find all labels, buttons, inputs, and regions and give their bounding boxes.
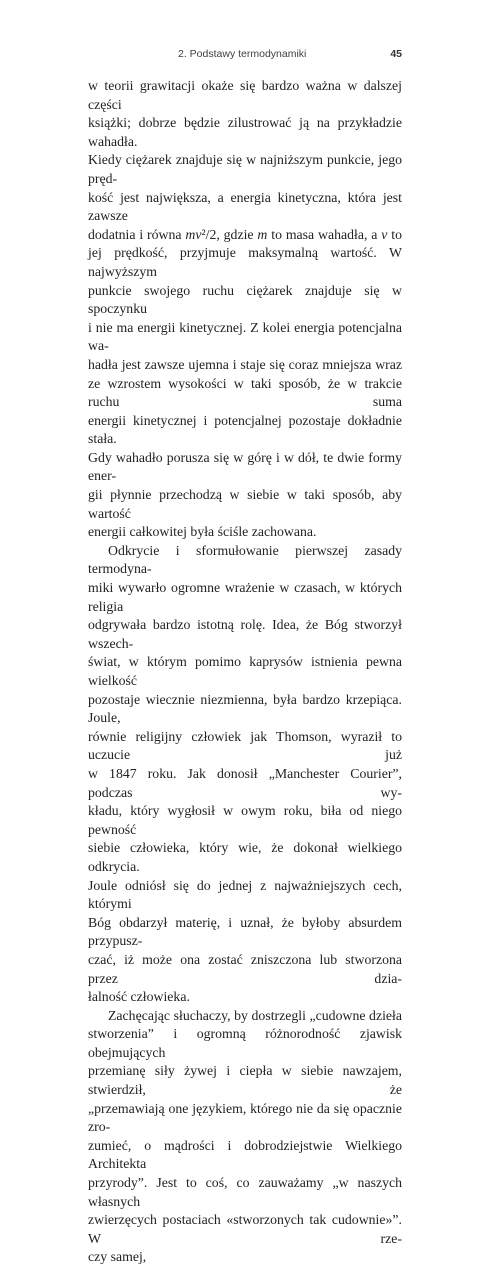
text-line: odgrywała bardzo istotną rolę. Idea, że Bóg stworzył wszech- <box>88 617 402 651</box>
math-variable: m <box>257 226 268 242</box>
text-line: ze wzrostem wysokości w taki sposób, że w trakcie ruchu suma <box>88 375 402 410</box>
text-line: Bóg obdarzył materię, i uznał, że byłoby absurdem przypusz- <box>88 914 402 949</box>
text-line: kładu, który wygłosił w owym roku, biła od niego pewność <box>88 803 402 837</box>
text-line: Odkrycie i sformułowanie pierwszej zasady termodyna- <box>88 542 402 577</box>
text-line: pozostaje wiecznie niezmienna, była bardzo krzepiąca. Joule, <box>88 691 402 726</box>
section-title: 2. Podstawy termodynamiki <box>178 48 307 60</box>
text-line: energii kinetycznej i potencjalnej pozostaje dokładnie stała. <box>88 412 402 447</box>
text-line <box>88 226 402 245</box>
text-line: czać, iż może ona zostać zniszczona lub stworzona przez dzia- <box>88 951 402 986</box>
paragraph <box>88 1007 402 1267</box>
text-line: Joule odniósł się do jednej z najważniejszych cech, którymi <box>88 877 402 912</box>
text-line: zwierzęcych postaciach «stworzonych tak cudownie»”. W rze- <box>88 1212 402 1246</box>
text-line: Kiedy ciężarek znajduje się w najniższym punkcie, jego pręd- <box>88 152 402 186</box>
running-head <box>88 48 402 64</box>
text-line: Gdy wahadło porusza się w górę i w dół, te dwie formy ener- <box>88 449 402 484</box>
math-variable: v <box>381 226 388 242</box>
text-segment: dodatnia i równa <box>88 226 186 242</box>
text-line: świat, w którym pomimo kaprysów istnienia pewna wielkość <box>88 654 402 688</box>
text-line: Zachęcając słuchaczy, by dostrzegli „cudowne dzieła <box>108 1007 402 1023</box>
text-line: hadła jest zawsze ujemna i staje się coraz mniejsza wraz <box>88 356 402 372</box>
text-segment: to <box>387 226 402 242</box>
page-number: 45 <box>390 48 402 60</box>
text-line: łalność człowieka. <box>88 989 190 1005</box>
text-segment: ²/2, gdzie <box>201 226 258 242</box>
text-line: miki wywarło ogromne wrażenie w czasach, w których religia <box>88 580 402 614</box>
text-line: siebie człowieka, który wie, że dokonał wielkiego odkrycia. <box>88 840 402 874</box>
text-line: punkcie swojego ruchu ciężarek znajduje się w spoczynku <box>88 282 402 317</box>
text-line: książki; dobrze będzie zilustrować ją na przykładzie wahadła. <box>88 115 402 149</box>
text-line: równie religijny człowiek jak Thomson, wyraził to uczucie już <box>88 728 402 763</box>
text-line: przemianę siły żywej i ciepła w siebie nawzajem, stwierdził, że <box>88 1063 402 1098</box>
text-line: w teorii grawitacji okaże się bardzo ważna w dalszej części <box>88 78 402 112</box>
text-line: jej prędkość, przyjmuje maksymalną wartość. W najwyższym <box>88 245 402 279</box>
text-segment: to masa wahadła, a <box>267 226 382 242</box>
text-line: zumieć, o mądrości i dobrodziejstwie Wielkiego Architekta <box>88 1137 402 1172</box>
text-line: w 1847 roku. Jak donosił „Manchester Courier”, podczas wy- <box>88 765 402 800</box>
paragraph <box>88 77 402 542</box>
text-line: przyrody”. Jest to coś, co zauważamy „w naszych własnych <box>88 1175 402 1209</box>
text-line: czy samej, <box>88 1249 147 1265</box>
text-line: kość jest największa, a energia kinetyczna, która jest zawsze <box>88 189 402 224</box>
body-text <box>88 77 402 1267</box>
text-line: stworzenia” i ogromną różnorodność zjawisk obejmujących <box>88 1026 402 1060</box>
text-line: gii płynnie przechodzą w siebie w taki sposób, aby wartość <box>88 487 402 521</box>
math-variable: mv <box>185 226 202 242</box>
text-line: energii całkowitej była ściśle zachowana. <box>88 524 317 540</box>
paragraph <box>88 542 402 1007</box>
text-line: „przemawiają one językiem, którego nie da się opacznie zro- <box>88 1100 402 1135</box>
text-line: i nie ma energii kinetycznej. Z kolei energia potencjalna wa- <box>88 319 402 354</box>
